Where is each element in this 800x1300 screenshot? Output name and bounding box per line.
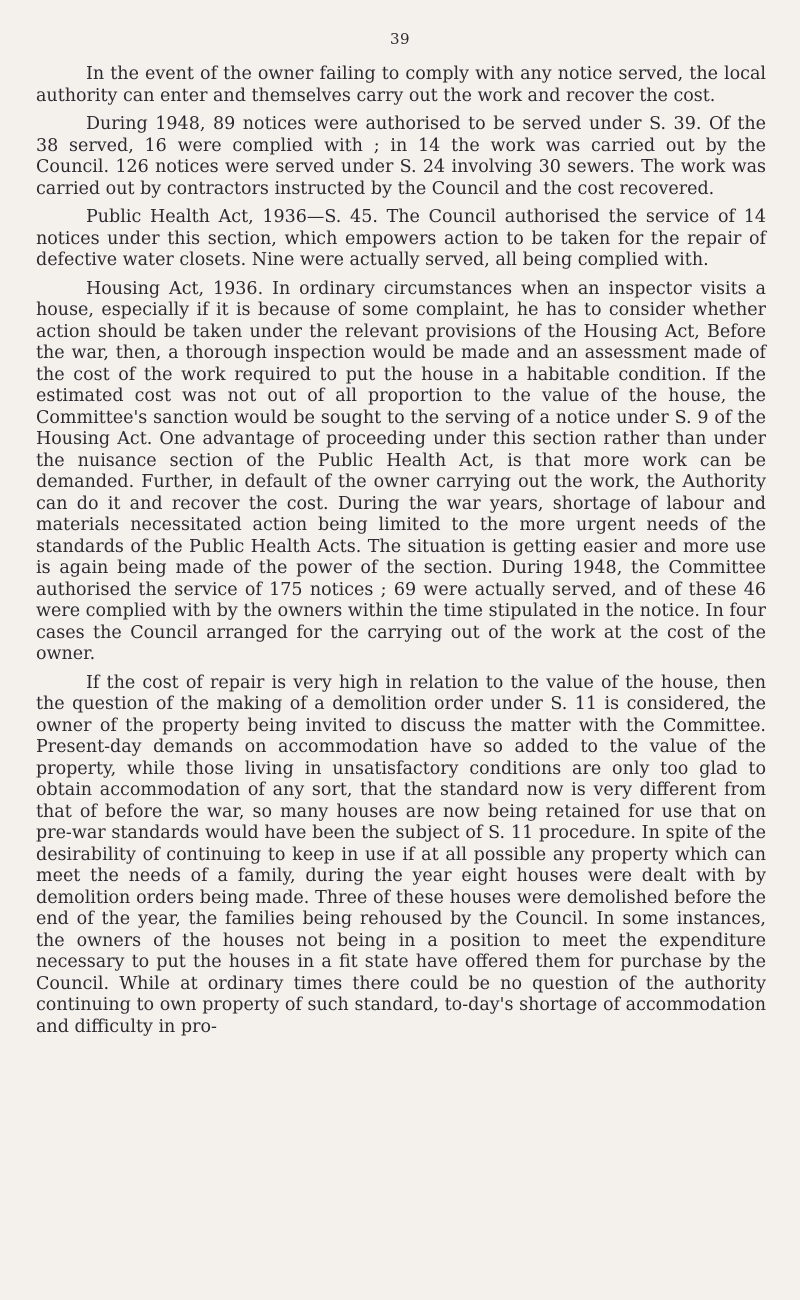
paragraph-demolition-orders: If the cost of repair is very high in relation to the value of the house, then the question of the making of a demolition order under S. 11 is considered, the owner of the property being invited to discuss the matter with the Committee. Present-day demands on accommodation have so added to the value of the property, while those living in unsatisfactory conditions are only too glad to obtain accommodation of any sort, that the standard now is very different from that of before the war, so many houses are now being retained for use that on pre-war standards would have been the subject of S. 11 procedure. In spite of the desirability of continuing to keep in use if at all possible any property which can meet the needs of a family, during the year eight houses were dealt with by demolition orders being made. Three of these houses were demolished before the end of the year, the families being rehoused by the Council. In some instances, the owners of the houses not being in a position to meet the expenditure necessary to put the houses in a fit state have offered them for purchase by the Council. While at ordinary times there could be no question of the authority continuing to own property of such standard, to-day's shortage of accommodation and difficulty in pro- [36,672,766,1037]
paragraph-notices-1948: During 1948, 89 notices were authorised to be served under S. 39. Of the 38 served, 16 were complied with ; in 14 the work was carried out by the Council. 126 notices were served under S. 24 involving 30 sewers. The work was carried out by contractors instructed by the Council and the cost recovered. [36,114,766,199]
paragraph-housing-act: Housing Act, 1936. In ordinary circumstances when an inspector visits a house, especially if it is because of some complaint, he has to consider whether action should be taken under the relevant provisions of the Housing Act, Before the war, then, a thorough inspection would be made and an assessment made of the cost of the work required to put the house in a habitable condition. If the estimated cost was not out of all proportion to the value of the house, the Committee's sanction would be sought to the serving of a notice under S. 9 of the Housing Act. One advantage of proceeding under this section rather than under the nuisance section of the Public Health Act, is that more work can be demanded. Further, in default of the owner carrying out the work, the Authority can do it and recover the cost. During the war years, shortage of labour and materials necessitated action being limited to the more urgent needs of the standards of the Public Health Acts. The situation is getting easier and more use is again being made of the power of the section. During 1948, the Committee authorised the service of 175 notices ; 69 were actually served, and of these 46 were complied with by the owners within the time stipulated in the notice. In four cases the Council arranged for the carrying out of the work at the cost of the owner. [36,278,766,664]
body-text [36,64,766,1045]
paragraph-public-health-act: Public Health Act, 1936—S. 45. The Council authorised the service of 14 notices under this section, which empowers action to be taken for the repair of defective water closets. Nine were actually served, all being complied with. [36,207,766,270]
page-number: 39 [389,30,411,48]
paragraph-owner-default: In the event of the owner failing to comply with any notice served, the local authority can enter and themselves carry out the work and recover the cost. [36,64,766,106]
